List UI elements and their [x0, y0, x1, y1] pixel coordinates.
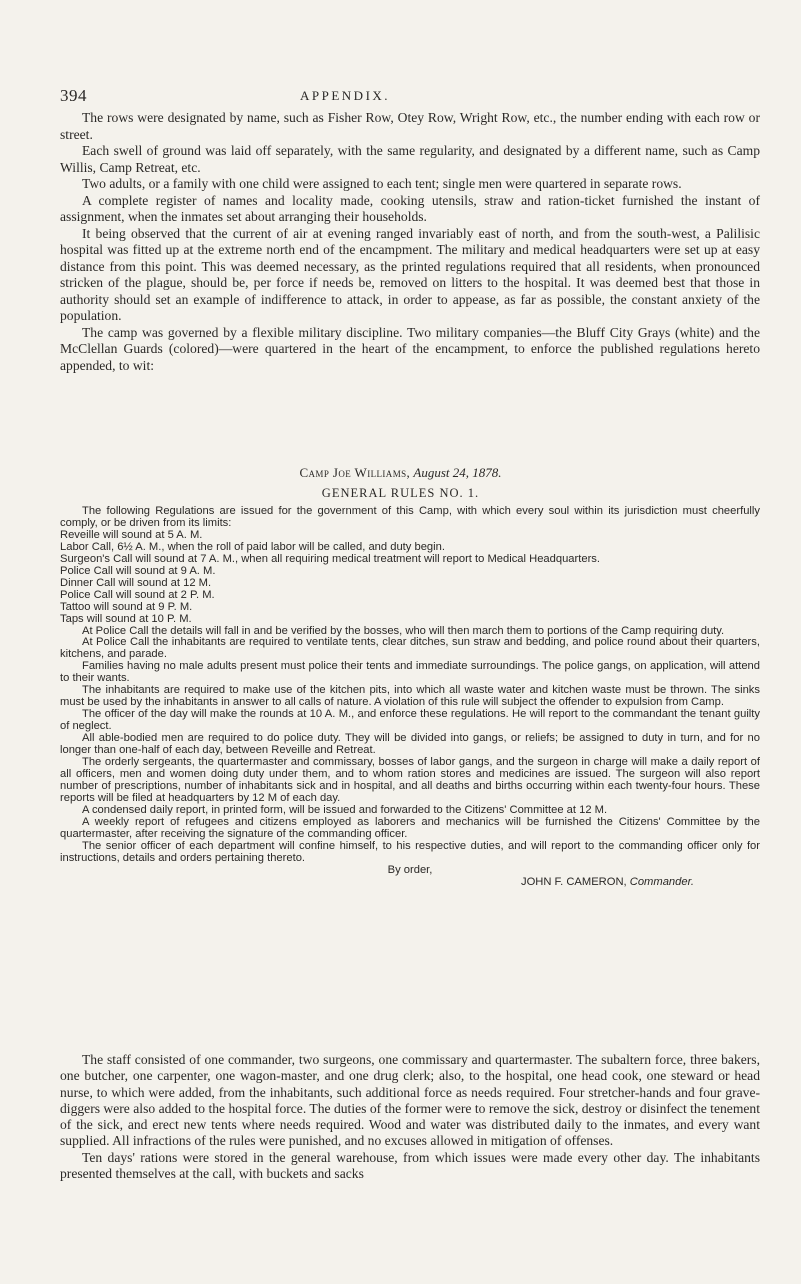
camp-name: Camp Joe Williams, [299, 465, 411, 480]
rule-item: Dinner Call will sound at 12 M. [60, 576, 212, 589]
signature-title: Commander. [629, 875, 694, 888]
rule-item: Tattoo will sound at 9 P. M. [60, 600, 193, 613]
rule-item: Families having no male adults present must police their tents and immediate surroundings. The police gangs, on application, will attend to their wants. [60, 660, 760, 685]
rule-item: Taps will sound at 10 P. M. [60, 612, 192, 625]
rule-item: Reveille will sound at 5 A. M. [60, 528, 203, 541]
dateline [0, 465, 801, 481]
signature-name: JOHN F. CAMERON, [520, 875, 627, 888]
rule-item: The orderly sergeants, the quartermaster and commissary, bosses of labor gangs, and the surgeon in charge will make a daily report of all officers, men and women doing duty under them, and to whom ration stores and medicines are issued. The surgeon will also report number of prescriptions, number of inhabitants sick and in hospital, and all deaths and births occurring within each twenty-four hours. These reports will be filed at headquarters by 12 M of each day. [60, 756, 760, 804]
general-rules [60, 506, 760, 889]
rule-item: The officer of the day will make the rounds at 10 A. M., and enforce these regulations. He will report to the commandant the tenant guilty of neglect. [60, 708, 760, 733]
rule-item: At Police Call the inhabitants are required to ventilate tents, clear ditches, sun straw and bedding, and police round about their quarters, kitchens, and parade. [60, 636, 760, 661]
signature [60, 877, 760, 889]
rule-item: Police Call will sound at 2 P. M. [60, 588, 215, 601]
by-order: By order, [387, 863, 433, 876]
rule-item: A weekly report of refugees and citizens employed as laborers and mechanics will be furnished the Citizens' Committee by the quartermaster, after receiving the signature of the commanding officer. [60, 815, 760, 840]
paragraph: A complete register of names and locality made, cooking utensils, straw and ration-ticket furnished the instant of assignment, when the inmates set about arranging their households. [60, 192, 760, 224]
paragraph: The rows were designated by name, such as Fisher Row, Otey Row, Wright Row, etc., the number ending with each row or street. [60, 110, 760, 142]
rule-item: The inhabitants are required to make use of the kitchen pits, into which all waste water and kitchen waste must be thrown. The sinks must be used by the inhabitants in answer to all calls of nature. A violation of this rule will subject the offender to expulsion from Camp. [60, 684, 760, 709]
paragraph: Ten days' rations were stored in the general warehouse, from which issues were made every other day. The inhabitants presented themselves at the call, with buckets and sacks [60, 1149, 760, 1182]
paragraph: The staff consisted of one commander, two surgeons, one commissary and quartermaster. The subaltern force, three bakers, one butcher, one carpenter, one wagon-master, and one drug clerk; also, to the hospital, one head cook, one steward or head nurse, to which were added, from the inhabitants, such additional force as needs required. Four stretcher-hands and four grave-diggers were also added to the hospital force. The duties of the former were to remove the sick, destroy or disinfect the tenement of the sick, and erect new tents where needs required. Wood and water was distributed daily to the inmates, and every want supplied. All infractions of the rules were punished, and no excuses allowed in mitigation of offenses. [60, 1052, 760, 1149]
rule-item: Labor Call, 6½ A. M., when the roll of paid labor will be called, and duty begin. [60, 540, 445, 553]
intro-text [60, 110, 760, 374]
rule-item: The following Regulations are issued for the government of this Camp, with which every soul within its jurisdiction must cheerfully comply, or be driven from its limits: [60, 505, 760, 529]
rule-item: A condensed daily report, in printed form, will be issued and forwarded to the Citizens' Committee at 12 M. [82, 803, 608, 816]
rule-item: Surgeon's Call will sound at 7 A. M., when all requiring medical treatment will report to Medical Headquarters. [60, 552, 601, 565]
rule-item: At Police Call the details will fall in and be verified by the bosses, who will then march them to portions of the Camp requiring duty. [82, 624, 725, 637]
page-header [60, 86, 760, 110]
outro-text [60, 1052, 760, 1182]
date: August 24, 1878. [413, 465, 502, 480]
paragraph: It being observed that the current of air at evening ranged invariably east of north, and from the south-west, a Palilisic hospital was fitted up at the extreme north end of the encampment. The military and medical headquarters were set up at easy distance from this point. This was deemed necessary, as the printed regulations required that all residents, when pronounced stricken of the plague, should be, per force if needs be, removed on litters to the hospital. It was deemed best that those in authority should set an example of indifference to attack, in order to appease, as far as possible, the constant anxiety of the population. [60, 225, 760, 323]
paragraph: Each swell of ground was laid off separately, with the same regularity, and designated by a different name, such as Camp Willis, Camp Retreat, etc. [60, 143, 760, 175]
rule-item: All able-bodied men are required to do police duty. They will be divided into gangs, or reliefs; be assigned to duty in turn, and for no longer than one-half of each day, between Reveille and Retreat. [60, 732, 760, 757]
paragraph: The camp was governed by a flexible military discipline. Two military companies—the Bluff City Grays (white) and the McClellan Guards (colored)—were quartered in the heart of the encampment, to enforce the published regulations hereto appended, to wit: [60, 324, 760, 373]
rule-item: The senior officer of each department will confine himself, to his respective duties, and will report to the commanding officer only for instructions, details and orders pertaining thereto. [60, 839, 760, 864]
rules-title: GENERAL RULES NO. 1. [321, 486, 480, 500]
rule-item: Police Call will sound at 9 A. M. [60, 564, 216, 577]
page-number: 394 [60, 86, 87, 105]
paragraph: Two adults, or a family with one child were assigned to each tent; single men were quartered in separate rows. [82, 176, 682, 191]
running-head: APPENDIX. [300, 88, 391, 103]
